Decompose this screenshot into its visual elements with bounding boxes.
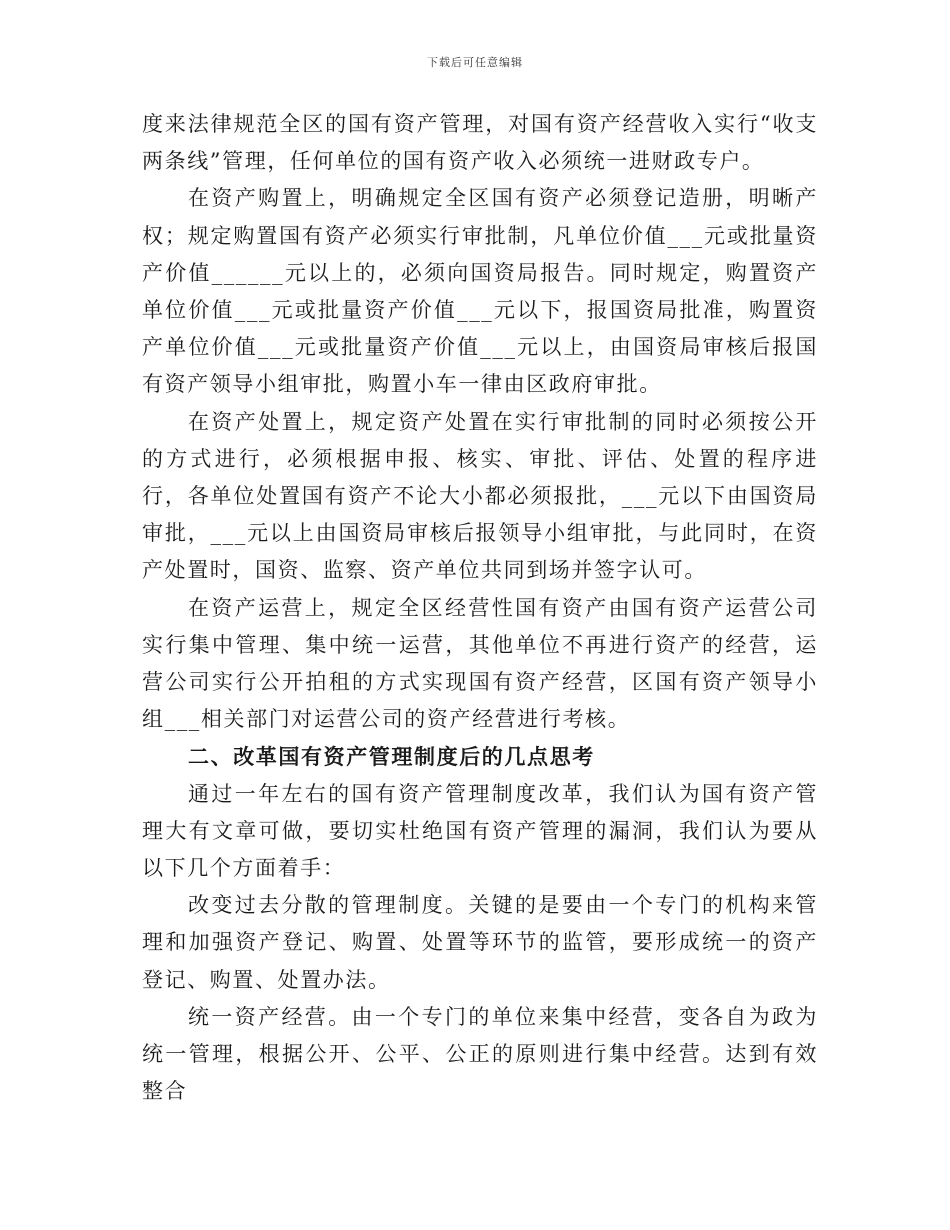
paragraph-reflection-intro: 通过一年左右的国有资产管理制度改革，我们认为国有资产管理大有文章可做，要切实杜绝国有资产管理的漏洞，我们认为要从以下几个方面着手： bbox=[142, 781, 818, 881]
paragraph-asset-disposal: 在资产处置上，规定资产处置在实行审批制的同时必须按公开的方式进行，必须根据申报、核实、审批、评估、处置的程序进行，各单位处置国有资产不论大小都必须报批，___元以下由国资局审批，___元以上由国资局审核后报领导小组审批，与此同时，在资产处置时，国资、监察、资产单位共同到场并签字认可。 bbox=[142, 409, 818, 583]
header-note: 下载后可任意编辑 bbox=[427, 56, 523, 69]
paragraph-continuation: 度来法律规范全区的国有资产管理，对国有资产经营收入实行“收支两条线”管理，任何单位的国有资产收入必须统一进财政专户。 bbox=[142, 112, 818, 174]
paragraph-management-system: 改变过去分散的管理制度。关键的是要由一个专门的机构来管理和加强资产登记、购置、处置等环节的监管，要形成统一的资产登记、购置、处置办法。 bbox=[142, 893, 818, 992]
paragraph-unified-operation: 统一资产经营。由一个专门的单位来集中经营，变各自为政为统一管理，根据公开、公平、公正的原则进行集中经营。达到有效整合 bbox=[142, 1004, 818, 1104]
paragraph-asset-operation: 在资产运营上，规定全区经营性国有资产由国有资产运营公司实行集中管理、集中统一运营，其他单位不再进行资产的经营，运营公司实行公开拍租的方式实现国有资产经营，区国有资产领导小组___相关部门对运营公司的资产经营进行考核。 bbox=[142, 595, 818, 732]
paragraph-asset-purchase: 在资产购置上，明确规定全区国有资产必须登记造册，明晰产权；规定购置国有资产必须实行审批制，凡单位价值___元或批量资产价值______元以上的，必须向国资局报告。同时规定，购置资产单位价值___元或批量资产价值___元以下，报国资局批准，购置资产单位价值___元或批量资产价值___元以上，由国资局审核后报国有资产领导小组审批，购置小车一律由区政府审批。 bbox=[142, 186, 818, 397]
document-body bbox=[142, 106, 818, 1110]
section-heading: 二、改革国有资产管理制度后的几点思考 bbox=[188, 744, 595, 770]
